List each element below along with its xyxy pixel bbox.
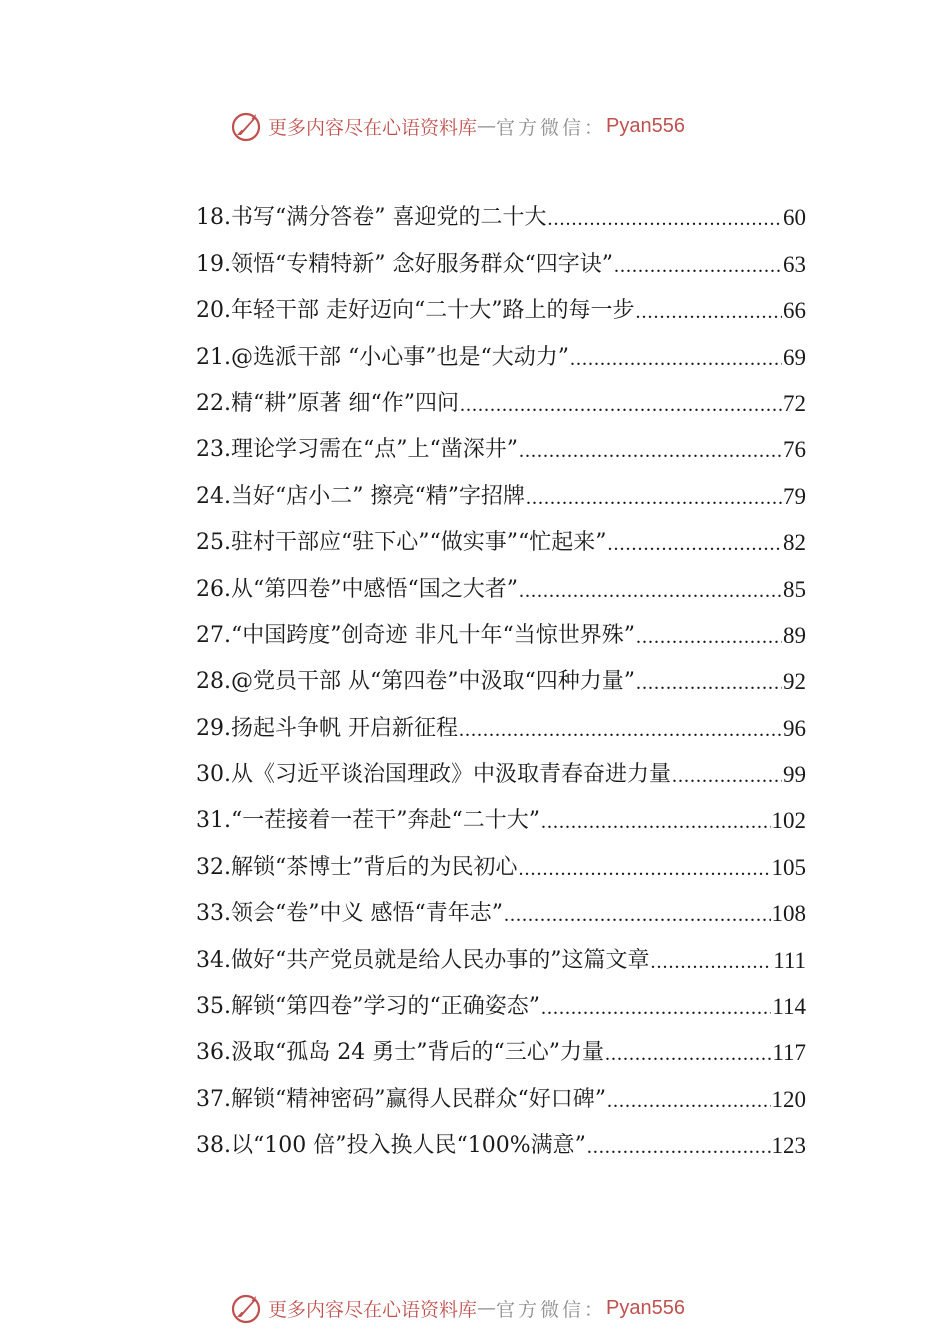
toc-entry-title: 38.以“100 倍”投入换人民“100%满意” [196, 1133, 586, 1159]
toc-entry-page: 76 [783, 437, 806, 463]
toc-entry-title: 34.做好“共产党员就是给人民办事的”这篇文章 [196, 947, 650, 973]
toc-entry-page: 105 [771, 854, 806, 880]
toc-entry-page: 72 [783, 390, 806, 416]
toc-dot-leader [459, 720, 782, 740]
toc-entry-page: 92 [783, 669, 806, 695]
toc-entry [196, 879, 806, 925]
site-name: 更多内容尽在心语资料库 [268, 1298, 478, 1321]
toc-entry [196, 508, 806, 554]
toc-entry-title: 31.“一茬接着一茬干”奔赴“二十大” [196, 808, 540, 834]
toc-entry [196, 322, 806, 368]
toc-entry [196, 415, 806, 461]
toc-entry [196, 369, 806, 415]
wechat-label: 官方微信： [496, 1298, 607, 1321]
toc-entry-title: 28.@党员干部 从“第四卷”中汲取“四种力量” [196, 669, 635, 695]
separator-dash: — [477, 1297, 497, 1319]
toc-entry [196, 786, 806, 832]
toc-dot-leader [519, 441, 782, 461]
toc-entry-page: 99 [783, 762, 806, 788]
wechat-label: 官方微信： [496, 116, 607, 139]
toc-entry-title: 30.从《习近平谈治国理政》中汲取青春奋进力量 [196, 762, 671, 788]
toc-dot-leader [547, 209, 782, 229]
toc-entry [196, 554, 806, 600]
table-of-contents [196, 183, 806, 1157]
toc-entry [196, 740, 806, 786]
toc-entry-page: 79 [783, 483, 806, 509]
toc-entry [196, 647, 806, 693]
toc-entry-page: 89 [783, 622, 806, 648]
toc-entry-title: 33.领会“卷”中义 感悟“青年志” [196, 901, 503, 927]
header-banner [228, 106, 728, 146]
toc-dot-leader [607, 534, 782, 554]
toc-dot-leader [519, 581, 782, 601]
toc-dot-leader [672, 766, 782, 786]
toc-entry-title: 25.驻村干部应“驻下心”“做实事”“忙起来” [196, 530, 607, 556]
toc-entry-title: 18.书写“满分答卷” 喜迎党的二十大 [196, 205, 547, 231]
toc-dot-leader [526, 488, 782, 508]
toc-entry-page: 60 [783, 205, 806, 231]
toc-dot-leader [636, 627, 782, 647]
toc-dot-leader [570, 349, 782, 369]
site-name: 更多内容尽在心语资料库 [268, 116, 478, 139]
toc-entry [196, 693, 806, 739]
toc-entry [196, 832, 806, 878]
toc-entry [196, 1018, 806, 1064]
toc-entry-title: 29.扬起斗争帆 开启新征程 [196, 715, 458, 741]
toc-entry-page: 82 [783, 530, 806, 556]
toc-entry-page: 66 [783, 298, 806, 324]
toc-entry-title: 20.年轻干部 走好迈向“二十大”路上的每一步 [196, 298, 635, 324]
toc-entry-page: 85 [783, 576, 806, 602]
toc-entry-title: 24.当好“店小二” 擦亮“精”字招牌 [196, 483, 525, 509]
toc-dot-leader [518, 859, 770, 879]
toc-entry-page: 96 [783, 715, 806, 741]
toc-dot-leader [614, 256, 782, 276]
toc-entry [196, 1064, 806, 1110]
toc-entry [196, 1111, 806, 1157]
toc-entry-title: 23.理论学习需在“点”上“凿深井” [196, 437, 518, 463]
toc-entry [196, 461, 806, 507]
toc-dot-leader [636, 673, 782, 693]
separator-dash: — [477, 115, 497, 137]
toc-entry [196, 276, 806, 322]
toc-entry [196, 183, 806, 229]
toc-entry-title: 36.汲取“孤岛 24 勇士”背后的“三心”力量 [196, 1040, 604, 1066]
toc-entry-title: 22.精“耕”原著 细“作”四问 [196, 390, 459, 416]
toc-entry-page: 63 [783, 251, 806, 277]
toc-entry [196, 972, 806, 1018]
toc-entry-page: 120 [771, 1086, 806, 1112]
toc-dot-leader [650, 952, 772, 972]
quill-pen-circle-icon [228, 108, 264, 144]
toc-dot-leader [607, 1091, 771, 1111]
toc-entry-page: 117 [772, 1040, 806, 1066]
toc-entry-page: 108 [771, 901, 806, 927]
toc-entry-page: 102 [771, 808, 806, 834]
toc-entry-title: 19.领悟“专精特新” 念好服务群众“四字诀” [196, 251, 613, 277]
toc-entry-title: 27.“中国跨度”创奇迹 非凡十年“当惊世界殊” [196, 622, 635, 648]
footer-banner [228, 1288, 728, 1328]
toc-dot-leader [587, 1137, 771, 1157]
toc-dot-leader [504, 905, 771, 925]
toc-entry [196, 229, 806, 275]
toc-entry-page: 111 [773, 947, 806, 973]
toc-dot-leader [541, 998, 771, 1018]
wechat-id: Pyan556 [606, 114, 685, 137]
toc-entry-title: 21.@选派干部 “小心事”也是“大动力” [196, 344, 569, 370]
toc-dot-leader [460, 395, 782, 415]
toc-dot-leader [605, 1044, 771, 1064]
toc-entry-page: 123 [771, 1133, 806, 1159]
toc-dot-leader [541, 812, 771, 832]
toc-entry-page: 69 [783, 344, 806, 370]
toc-entry [196, 601, 806, 647]
toc-entry [196, 925, 806, 971]
toc-entry-title: 26.从“第四卷”中感悟“国之大者” [196, 576, 518, 602]
toc-entry-page: 114 [772, 994, 806, 1020]
toc-entry-title: 37.解锁“精神密码”赢得人民群众“好口碑” [196, 1086, 606, 1112]
toc-entry-title: 32.解锁“茶博士”背后的为民初心 [196, 854, 518, 880]
wechat-id: Pyan556 [606, 1296, 685, 1319]
toc-dot-leader [635, 302, 782, 322]
quill-pen-circle-icon [228, 1290, 264, 1326]
toc-entry-title: 35.解锁“第四卷”学习的“正确姿态” [196, 994, 540, 1020]
